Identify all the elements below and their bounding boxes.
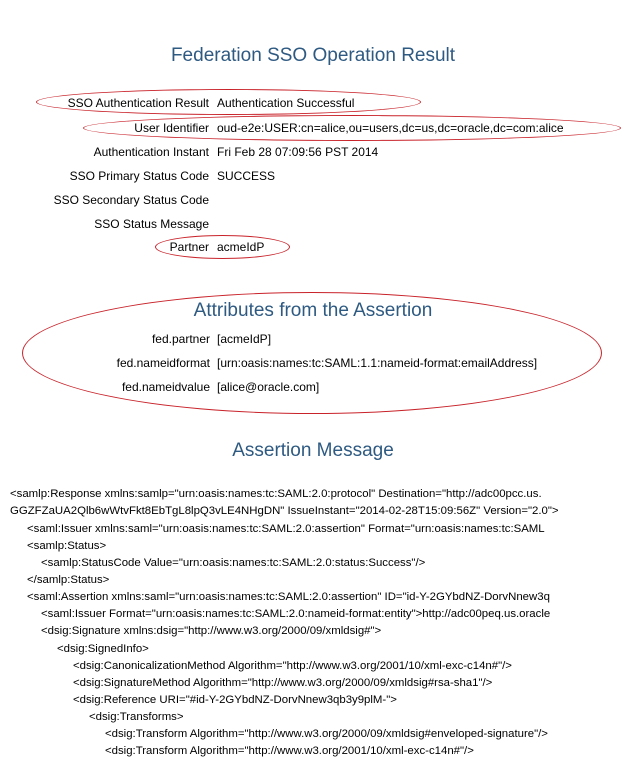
- result-label: User Identifier: [134, 121, 209, 135]
- result-row-auth-result: [0, 94, 626, 112]
- xml-line: <samlp:StatusCode Value="urn:oasis:names:tc:SAML:2.0:status:Success"/>: [41, 557, 426, 569]
- result-label: SSO Status Message: [94, 217, 209, 231]
- xml-line: </samlp:Status>: [27, 574, 110, 586]
- attribute-value: [urn:oasis:names:tc:SAML:1.1:nameid-format:emailAddress]: [217, 356, 538, 370]
- result-row-status-message: [0, 215, 626, 233]
- xml-line: <dsig:CanonicalizationMethod Algorithm="http://www.w3.org/2001/10/xml-exc-c14n#"/>: [73, 660, 512, 672]
- result-row-partner: [0, 238, 626, 256]
- xml-line: <dsig:Signature xmlns:dsig="http://www.w3.org/2000/09/xmldsig#">: [41, 625, 382, 637]
- xml-line: <dsig:SignedInfo>: [57, 643, 149, 655]
- result-title: Federation SSO Operation Result: [170, 45, 456, 66]
- result-row-auth-instant: [0, 143, 626, 161]
- result-label: SSO Authentication Result: [67, 96, 209, 110]
- xml-line: GGZFZaUA2Qlb6wWtvFkt8EbTgL8lpQ3vLE4NHgDN" IssueInstant="2014-02-28T15:09:56Z" Version="2.0">: [10, 505, 559, 517]
- xml-line: <saml:Issuer xmlns:saml="urn:oasis:names:tc:SAML:2.0:assertion" Format="urn:oasis:names:tc:SAML: [27, 523, 545, 535]
- xml-line: <dsig:Transform Algorithm="http://www.w3.org/2000/09/xmldsig#enveloped-signature"/>: [105, 728, 548, 740]
- attribute-value: [alice@oracle.com]: [217, 380, 320, 394]
- assertion-title: Assertion Message: [232, 440, 394, 461]
- attribute-label: fed.nameidvalue: [121, 380, 210, 394]
- xml-line: <dsig:Transform Algorithm="http://www.w3.org/2001/10/xml-exc-c14n#"/>: [105, 745, 474, 757]
- attribute-row-nameidformat: [0, 354, 626, 372]
- result-row-user-identifier: [0, 119, 626, 137]
- xml-line: <samlp:Response xmlns:samlp="urn:oasis:names:tc:SAML:2.0:protocol" Destination="http://adc00pcc.us.: [10, 488, 542, 500]
- result-label: Partner: [169, 240, 209, 254]
- result-value: oud-e2e:USER:cn=alice,ou=users,dc=us,dc=oracle,dc=com:alice: [217, 121, 564, 135]
- result-value: SUCCESS: [217, 169, 276, 183]
- xml-line: <saml:Issuer Format="urn:oasis:names:tc:SAML:2.0:nameid-format:entity">http://adc00peq.us.oracle: [41, 608, 551, 620]
- xml-line: <samlp:Status>: [27, 540, 107, 552]
- attribute-row-partner: [0, 330, 626, 348]
- attribute-label: fed.partner: [151, 332, 210, 346]
- attribute-row-nameidvalue: [0, 378, 626, 396]
- result-value: acmeIdP: [217, 240, 265, 254]
- xml-line: <saml:Assertion xmlns:saml="urn:oasis:names:tc:SAML:2.0:assertion" ID="id-Y-2GYbdNZ-DorvNnew3q: [27, 591, 550, 603]
- attribute-value: [acmeIdP]: [217, 332, 272, 346]
- result-value: Authentication Successful: [217, 96, 355, 110]
- assertion-xml: [0, 486, 626, 757]
- xml-line: <dsig:Transforms>: [89, 711, 184, 723]
- attribute-label: fed.nameidformat: [116, 356, 210, 370]
- result-row-primary-status: [0, 167, 626, 185]
- xml-line: <dsig:Reference URI="#id-Y-2GYbdNZ-DorvNnew3qb3y9plM-">: [73, 694, 397, 706]
- xml-line: <dsig:SignatureMethod Algorithm="http://www.w3.org/2000/09/xmldsig#rsa-sha1"/>: [73, 677, 493, 689]
- result-value: Fri Feb 28 07:09:56 PST 2014: [217, 145, 379, 159]
- result-label: SSO Primary Status Code: [69, 169, 209, 183]
- result-row-secondary-status: [0, 191, 626, 209]
- result-label: Authentication Instant: [93, 145, 209, 159]
- result-label: SSO Secondary Status Code: [53, 193, 209, 207]
- attributes-title: Attributes from the Assertion: [193, 300, 433, 321]
